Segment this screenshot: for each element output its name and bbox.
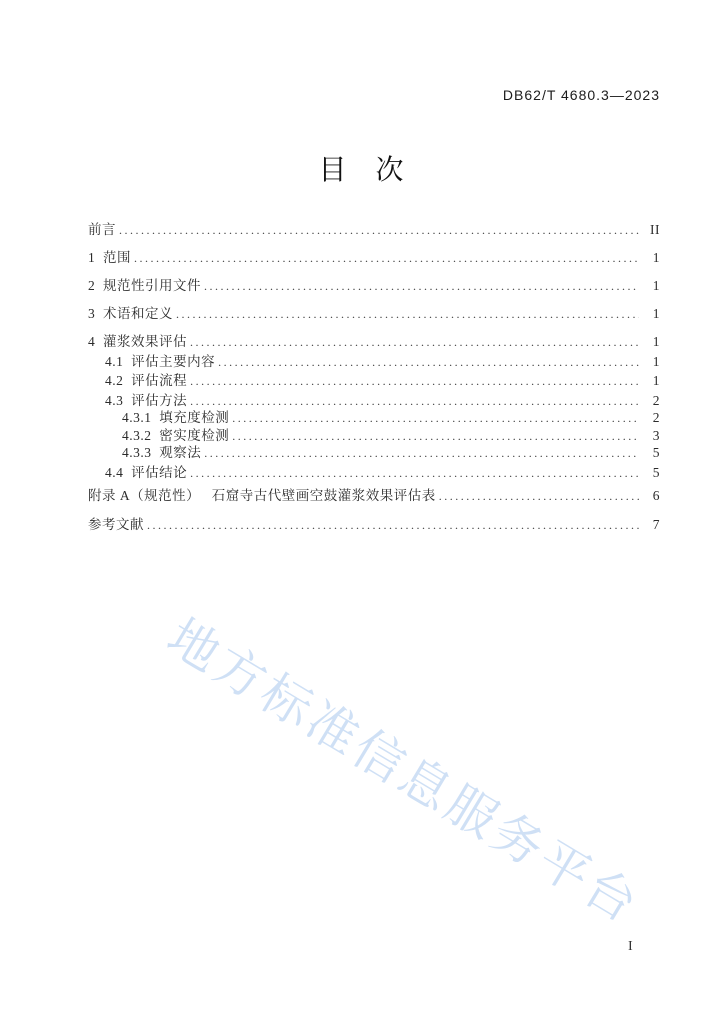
toc-entry-label: 1 范围 [88,250,131,265]
toc-entry-label: 4.1 评估主要内容 [105,353,216,369]
toc-entry-page: 1 [652,373,660,388]
toc-entry-label: 3 术语和定义 [88,306,173,321]
toc-entry-page: II [650,222,660,237]
toc-entry [88,334,660,350]
toc-entry [88,373,660,389]
toc-dot-leader [147,517,639,533]
toc-entry-page: 2 [652,392,660,408]
toc-entry-page: 5 [652,464,660,480]
toc-entry [88,428,660,444]
toc-entry-page: 5 [652,445,660,460]
toc-dot-leader [190,465,639,481]
toc-entry-page: 1 [652,250,660,265]
toc-entry [88,306,660,322]
toc-dot-leader [176,306,639,322]
toc-entry [88,222,660,238]
toc-dot-leader [204,445,639,461]
toc-entry [88,410,660,426]
toc-entry [88,278,660,294]
toc-entry-label: 2 规范性引用文件 [88,278,201,293]
toc-entry [88,354,660,370]
toc-entry-page: 6 [652,487,660,503]
toc-entry-label: 4.3.2 密实度检测 [122,427,230,443]
toc-dot-leader [190,373,639,389]
toc-entry-page: 1 [652,353,660,369]
standard-code: DB62/T 4680.3—2023 [502,87,660,103]
toc-entry-label: 4.2 评估流程 [105,373,188,388]
toc-entry [88,517,660,533]
toc-dot-leader [439,488,639,504]
toc-list [88,222,660,533]
page-title: 目 次 [318,155,406,186]
toc-entry-page: 1 [652,306,660,321]
toc-entry-page: 2 [652,410,660,425]
toc-entry [88,393,660,409]
page-number: I [628,939,633,954]
toc-entry-label: 4.3 评估方法 [105,392,188,408]
toc-entry-label: 4.3.1 填充度检测 [122,410,230,425]
toc-entry-label: 参考文献 [88,516,144,532]
toc-dot-leader [190,393,639,409]
toc-entry-label: 前言 [88,222,116,237]
toc-dot-leader [190,334,639,350]
toc-entry [88,250,660,266]
toc-entry-page: 1 [652,334,660,349]
toc-dot-leader [218,354,639,370]
toc-entry-label: 4.3.3 观察法 [122,445,202,460]
toc-entry [88,445,660,461]
toc-dot-leader [204,278,639,294]
toc-entry [88,465,660,481]
toc-dot-leader [134,250,639,266]
toc-dot-leader [119,222,639,238]
toc-entry-page: 7 [652,516,660,532]
toc-entry-page: 3 [652,427,660,443]
toc-entry-label: 4 灌浆效果评估 [88,334,187,349]
toc-entry-label: 附录 A（规范性） 石窟寺古代壁画空鼓灌浆效果评估表 [88,487,436,503]
toc-entry [88,488,660,504]
toc-entry-page: 1 [652,278,660,293]
toc-dot-leader [232,410,639,426]
toc-entry-label: 4.4 评估结论 [105,464,188,480]
toc-dot-leader [232,428,639,444]
watermark-text: 地方标准信息服务平台 [157,608,650,935]
